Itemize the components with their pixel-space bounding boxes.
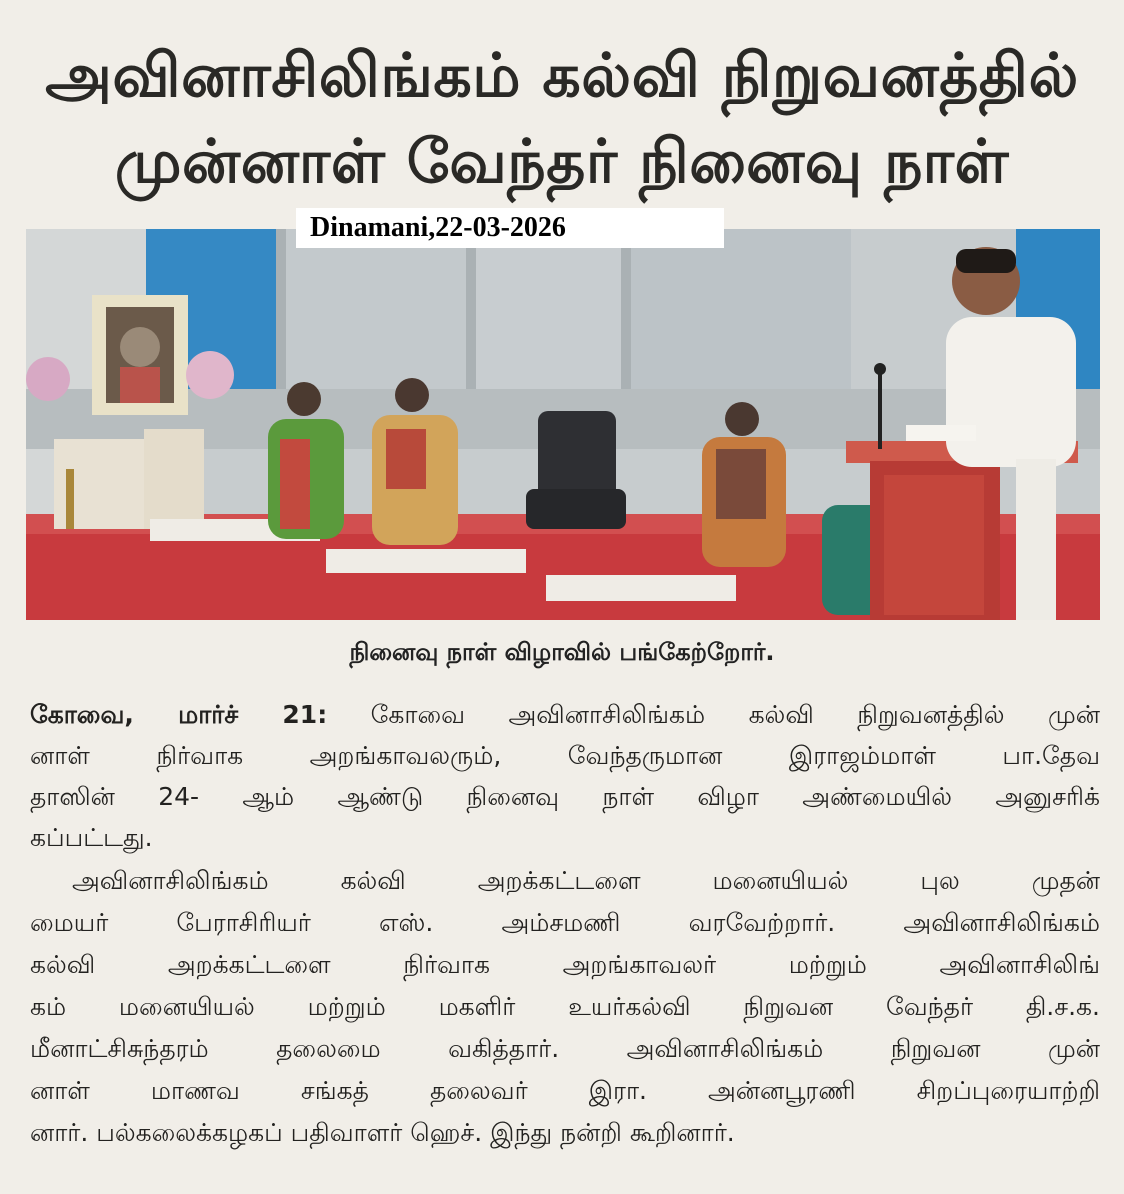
article-line-9: மீனாட்சிசுந்தரம் தலைமை வகித்தார். அவினாசிலிங்கம் நிறுவன முன் — [30, 1034, 1100, 1063]
article-line-1-text: கோவை அவினாசிலிங்கம் கல்வி நிறுவனத்தில் முன் — [327, 700, 1100, 729]
article-line-7: கல்வி அறக்கட்டளை நிர்வாக அறங்காவலர் மற்றும் அவினாசிலிங் — [30, 950, 1100, 979]
publication-date-text: Dinamani,22-03-2026 — [310, 212, 566, 243]
article-line-8: கம் மனையியல் மற்றும் மகளிர் உயர்கல்வி நிறுவன வேந்தர் தி.ச.க. — [30, 992, 1100, 1021]
article-line-6: மையர் பேராசிரியர் எஸ். அம்சமணி வரவேற்றார். அவினாசிலிங்கம் — [30, 908, 1100, 937]
article-line-2: னாள் நிர்வாக அறங்காவலரும், வேந்தருமான இராஜம்மாள் பா.தேவ — [30, 741, 1100, 770]
article-line-5: அவினாசிலிங்கம் கல்வி அறக்கட்டளை மனையியல் புல முதன் — [72, 866, 1100, 895]
article-line-4: கப்பட்டது. — [30, 823, 153, 852]
article-line-1 — [30, 696, 1100, 734]
event-photo — [26, 229, 1100, 620]
publication-date-label — [296, 208, 724, 248]
headline-line-1: அவினாசிலிங்கம் கல்வி நிறுவனத்தில் — [45, 41, 1079, 111]
headline-line-2: முன்னாள் வேந்தர் நினைவு நாள் — [114, 127, 1010, 197]
photo-caption: நினைவு நாள் விழாவில் பங்கேற்றோர். — [349, 638, 775, 666]
article-line-10: னாள் மாணவ சங்கத் தலைவர் இரா. அன்னபூரணி சிறப்புரையாற்றி — [30, 1076, 1100, 1105]
article-line-11: னார். பல்கலைக்கழகப் பதிவாளர் ஹெச். இந்து நன்றி கூறினார். — [30, 1118, 735, 1147]
dateline: கோவை, மார்ச் 21: — [30, 700, 328, 729]
article-line-3: தாஸின் 24- ஆம் ஆண்டு நினைவு நாள் விழா அண்மையில் அனுசரிக் — [30, 782, 1100, 811]
